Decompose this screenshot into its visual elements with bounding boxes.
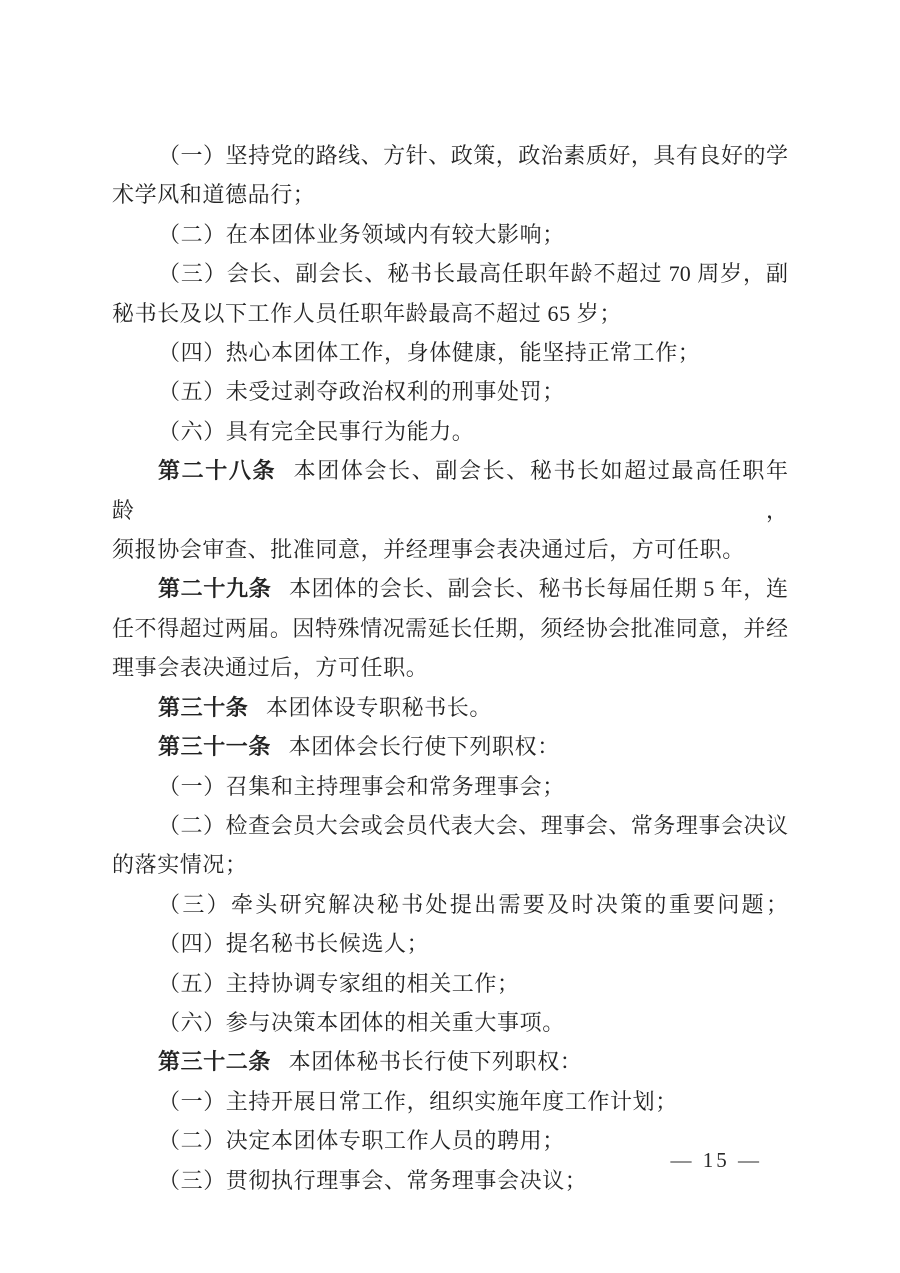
text-line <box>112 806 788 845</box>
text-line <box>112 845 788 884</box>
text-line <box>112 530 788 569</box>
article-number: 第二十八条 <box>158 458 277 484</box>
line-text: 秘书长及以下工作人员任职年龄最高不超过 65 岁； <box>112 300 623 326</box>
line-text: 须报协会审查、批准同意，并经理事会表决通过后，方可任职。 <box>112 537 745 563</box>
line-text: （二）决定本团体专职工作人员的聘用； <box>158 1128 565 1154</box>
text-line <box>112 294 788 333</box>
text-line <box>112 609 788 648</box>
line-text: （一）主持开展日常工作，组织实施年度工作计划； <box>158 1088 678 1114</box>
text-block <box>112 136 788 1200</box>
text-line <box>112 254 788 293</box>
article-number: 第三十条 <box>158 694 249 720</box>
text-line <box>112 648 788 687</box>
line-text: 本团体的会长、副会长、秘书长每届任期 5 年，连 <box>289 576 788 602</box>
line-text: 理事会表决通过后，方可任职。 <box>112 655 429 681</box>
article-line <box>112 569 788 608</box>
line-text: （五）未受过剥夺政治权利的刑事处罚； <box>158 379 565 405</box>
line-text: 本团体会长、副会长、秘书长如超过最高任职年龄， <box>112 458 788 523</box>
line-text: （四）热心本团体工作，身体健康，能坚持正常工作； <box>158 340 701 366</box>
text-line <box>112 175 788 214</box>
text-line <box>112 885 788 924</box>
line-text: （三）贯彻执行理事会、常务理事会决议； <box>158 1167 588 1193</box>
line-text: （三）牵头研究解决秘书处提出需要及时决策的重要问题； <box>158 891 788 917</box>
text-line <box>112 372 788 411</box>
text-line <box>112 215 788 254</box>
text-line <box>112 1082 788 1121</box>
line-text: （一）坚持党的路线、方针、政策，政治素质好，具有良好的学 <box>158 143 788 168</box>
line-text: （六）具有完全民事行为能力。 <box>158 418 475 444</box>
article-number: 第三十二条 <box>158 1049 272 1075</box>
line-text: 本团体会长行使下列职权： <box>288 734 560 760</box>
article-line <box>112 727 788 766</box>
text-line <box>112 1003 788 1042</box>
line-text: 任不得超过两届。因特殊情况需延长任期，须经协会批准同意，并经 <box>112 615 788 641</box>
article-number: 第二十九条 <box>158 576 272 602</box>
article-line <box>112 688 788 727</box>
text-line <box>112 767 788 806</box>
line-text: （一）召集和主持理事会和常务理事会； <box>158 773 565 799</box>
text-line <box>112 333 788 372</box>
line-text: （三）会长、副会长、秘书长最高任职年龄不超过 70 周岁，副 <box>158 261 788 287</box>
line-text: 本团体秘书长行使下列职权： <box>288 1049 583 1075</box>
text-line <box>112 412 788 451</box>
article-line <box>112 451 788 530</box>
article-line <box>112 1042 788 1081</box>
text-line <box>112 964 788 1003</box>
text-line <box>112 924 788 963</box>
line-text: （六）参与决策本团体的相关重大事项。 <box>158 1009 565 1035</box>
text-line <box>112 136 788 175</box>
line-text: （四）提名秘书长候选人； <box>158 931 430 957</box>
line-text: 的落实情况； <box>112 852 248 878</box>
page-number: — 15 — <box>670 1148 762 1172</box>
line-text: 本团体设专职秘书长。 <box>266 694 493 720</box>
line-text: （二）在本团体业务领域内有较大影响； <box>158 221 565 247</box>
line-text: （二）检查会员大会或会员代表大会、理事会、常务理事会决议 <box>158 812 788 838</box>
line-text: 术学风和道德品行； <box>112 182 316 208</box>
line-text: （五）主持协调专家组的相关工作； <box>158 970 520 996</box>
article-number: 第三十一条 <box>158 734 272 760</box>
